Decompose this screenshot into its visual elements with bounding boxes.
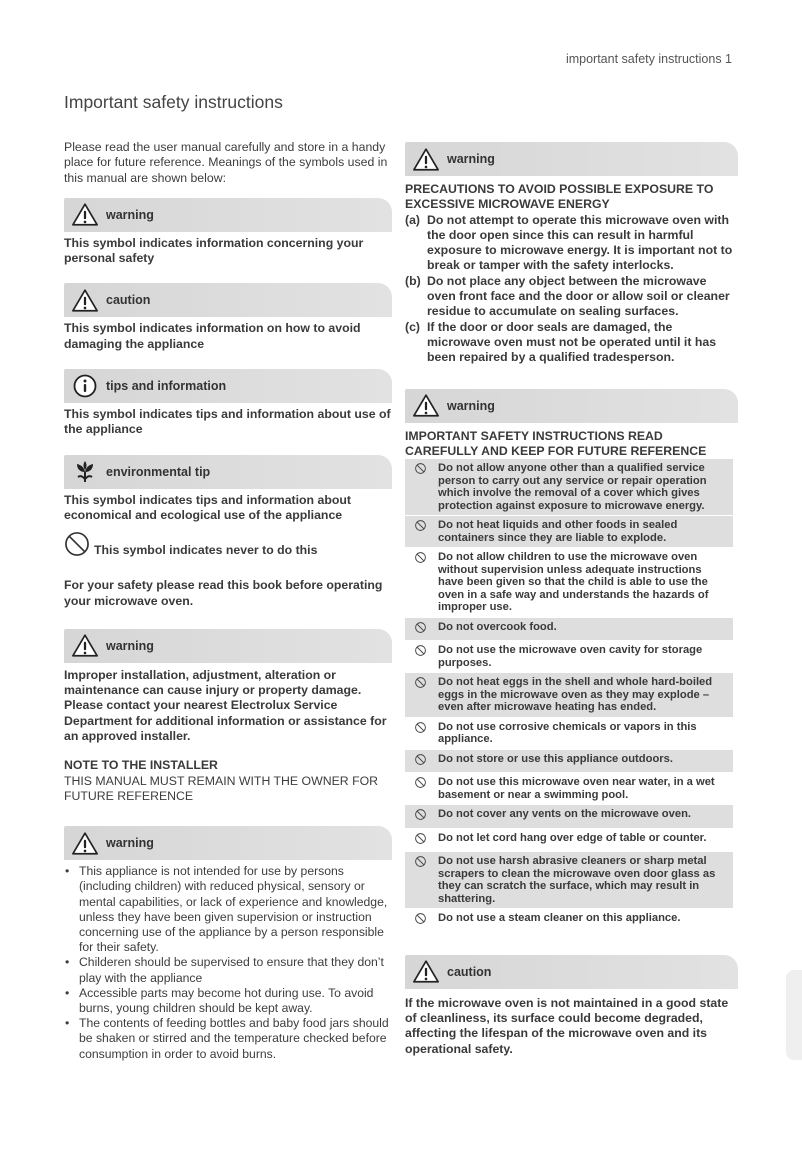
prohibited-icon bbox=[405, 641, 438, 673]
prohibited-icon bbox=[64, 531, 90, 562]
prohibited-icon bbox=[405, 516, 438, 548]
table-row: Do not cover any vents on the microwave oven. bbox=[405, 805, 733, 829]
prohibited-icon bbox=[405, 717, 438, 749]
caution-label: caution bbox=[447, 964, 492, 979]
list-item: • Accessible parts may become hot during use. To avoid burns, young children should be kept away. bbox=[64, 986, 392, 1016]
prohibited-icon bbox=[405, 617, 438, 641]
list-item: • Childeren should be supervised to ensure that they don’t play with the appliance bbox=[64, 955, 392, 985]
table-row: Do not heat eggs in the shell and whole hard-boiled eggs in the microwave oven as they may explode – even after microwave heating has ended. bbox=[405, 673, 733, 718]
environment-icon bbox=[70, 459, 100, 485]
warning-icon bbox=[411, 393, 441, 419]
installation-warning-text: Improper installation, adjustment, alteration or maintenance can cause injury or property damage. Please contact your nearest Electrolux Service Department for additional information or assistance for an approved installer. bbox=[64, 667, 387, 744]
table-row: Do not use this microwave oven near water, in a wet basement or near a swimming pool. bbox=[405, 773, 733, 805]
list-item: • This appliance is not intended for use by persons (including children) with reduced physical, sensory or mental capabilities, or lack of experience and knowledge, unless they have been given supervision or instruction concerning use of the appliance by a person responsible for their safety. bbox=[64, 864, 392, 955]
prohibited-icon bbox=[405, 852, 438, 909]
precautions-list bbox=[405, 213, 738, 366]
persons-warning-list bbox=[64, 864, 392, 1062]
prohibited-icon bbox=[405, 909, 438, 933]
tips-symbol-bar bbox=[64, 369, 392, 403]
table-row: Do not use corrosive chemicals or vapors in this appliance. bbox=[405, 717, 733, 749]
prohibited-icon bbox=[405, 673, 438, 718]
warning-bar-precautions bbox=[405, 142, 738, 176]
tips-label: tips and information bbox=[106, 379, 227, 394]
list-item: (b) Do not place any object between the microwave oven front face and the door or allow soil or cleaner residue to accumulate on sealing surfaces. bbox=[405, 273, 730, 319]
warning-icon bbox=[70, 633, 100, 659]
precautions-heading: PRECAUTIONS TO AVOID POSSIBLE EXPOSURE TO EXCESSIVE MICROWAVE ENERGY bbox=[405, 182, 714, 212]
list-item: • The contents of feeding bottles and baby food jars should be shaken or stirred and the temperature checked before consumption in order to avoid burns. bbox=[64, 1016, 392, 1062]
caution-icon bbox=[70, 287, 100, 313]
environment-label: environmental tip bbox=[106, 464, 211, 479]
intro-text: Please read the user manual carefully and store in a handy place for future reference. Meanings of the symbols used in this manual are shown below: bbox=[64, 140, 388, 185]
never-symbol-row bbox=[64, 531, 392, 562]
warning-label: warning bbox=[106, 207, 154, 222]
info-icon bbox=[70, 373, 100, 399]
caution-desc: This symbol indicates information on how to avoid damaging the appliance bbox=[64, 321, 361, 351]
page-header: important safety instructions 1 bbox=[565, 52, 732, 66]
instructions-heading: IMPORTANT SAFETY INSTRUCTIONS READ CAREFULLY AND KEEP FOR FUTURE REFERENCE bbox=[405, 428, 707, 458]
prohibited-icon bbox=[405, 548, 438, 618]
table-row: Do not let cord hang over edge of table or counter. bbox=[405, 828, 733, 852]
table-row: Do not overcook food. bbox=[405, 617, 733, 641]
safety-read-text: For your safety please read this book before operating your microwave oven. bbox=[64, 578, 383, 608]
never-desc: This symbol indicates never to do this bbox=[94, 543, 318, 558]
table-row: Do not use harsh abrasive cleaners or sharp metal scrapers to clean the microwave oven door glass as they can scratch the surface, which may result in shattering. bbox=[405, 852, 733, 909]
warning-label: warning bbox=[106, 638, 154, 653]
warning-label: warning bbox=[447, 152, 495, 166]
warning-bar-installation bbox=[64, 629, 392, 663]
warning-icon bbox=[70, 202, 100, 228]
list-item: (a) Do not attempt to operate this microwave oven with the door open since this can result in harmful exposure to microwave energy. It is important not to break or tamper with the safety interlocks. bbox=[405, 212, 733, 273]
warning-label: warning bbox=[106, 836, 154, 851]
environment-symbol-bar bbox=[64, 455, 392, 489]
page-edge-tab bbox=[786, 970, 802, 1060]
warning-desc: This symbol indicates information concerning your personal safety bbox=[64, 235, 364, 266]
prohibited-icon bbox=[405, 773, 438, 805]
table-row: Do not use the microwave oven cavity for storage purposes. bbox=[405, 641, 733, 673]
warning-bar-persons bbox=[64, 826, 392, 860]
installer-heading: NOTE TO THE INSTALLER bbox=[64, 758, 218, 773]
warning-symbol-bar bbox=[64, 198, 392, 232]
table-row: Do not allow children to use the microwave oven without supervision unless adequate instructions have been given so that the child is able to use the oven in a safe way and understands the hazards of improper use. bbox=[405, 548, 733, 618]
table-row: Do not store or use this appliance outdoors. bbox=[405, 749, 733, 773]
prohibited-icon bbox=[405, 459, 438, 516]
warning-icon bbox=[411, 959, 441, 985]
page-title: Important safety instructions bbox=[64, 92, 283, 112]
prohibited-icon bbox=[405, 749, 438, 773]
warning-icon bbox=[70, 830, 100, 856]
warning-label: warning bbox=[447, 398, 495, 413]
right-column bbox=[405, 140, 738, 1057]
installer-text: THIS MANUAL MUST REMAIN WITH THE OWNER FOR FUTURE REFERENCE bbox=[64, 773, 379, 803]
tips-desc: This symbol indicates tips and information about use of the appliance bbox=[64, 407, 391, 437]
prohibited-icon bbox=[405, 828, 438, 852]
caution-label: caution bbox=[106, 293, 151, 308]
warning-icon bbox=[411, 146, 441, 172]
caution-symbol-bar bbox=[64, 283, 392, 317]
caution-bar-cleanliness bbox=[405, 955, 738, 989]
safety-rules-table bbox=[405, 459, 733, 933]
table-row: Do not use a steam cleaner on this appliance. bbox=[405, 909, 733, 933]
table-row: Do not heat liquids and other foods in sealed containers since they are liable to explode. bbox=[405, 516, 733, 548]
cleanliness-caution-text: If the microwave oven is not maintained in a good state of cleanliness, its surface could become degraded, affecting the lifespan of the microwave oven and its operational safety. bbox=[405, 995, 729, 1056]
prohibited-icon bbox=[405, 805, 438, 829]
list-item: (c) If the door or door seals are damaged, the microwave oven must not be operated until it has been repaired by a qualified tradesperson. bbox=[405, 319, 717, 365]
environment-desc: This symbol indicates tips and information about economical and ecological use of the appliance bbox=[64, 492, 351, 522]
left-column bbox=[64, 140, 392, 1062]
warning-bar-instructions bbox=[405, 389, 738, 423]
table-row: Do not allow anyone other than a qualified service person to carry out any service or repair operation which involve the removal of a cover which gives protection against exposure to microwave energy. bbox=[405, 459, 733, 516]
